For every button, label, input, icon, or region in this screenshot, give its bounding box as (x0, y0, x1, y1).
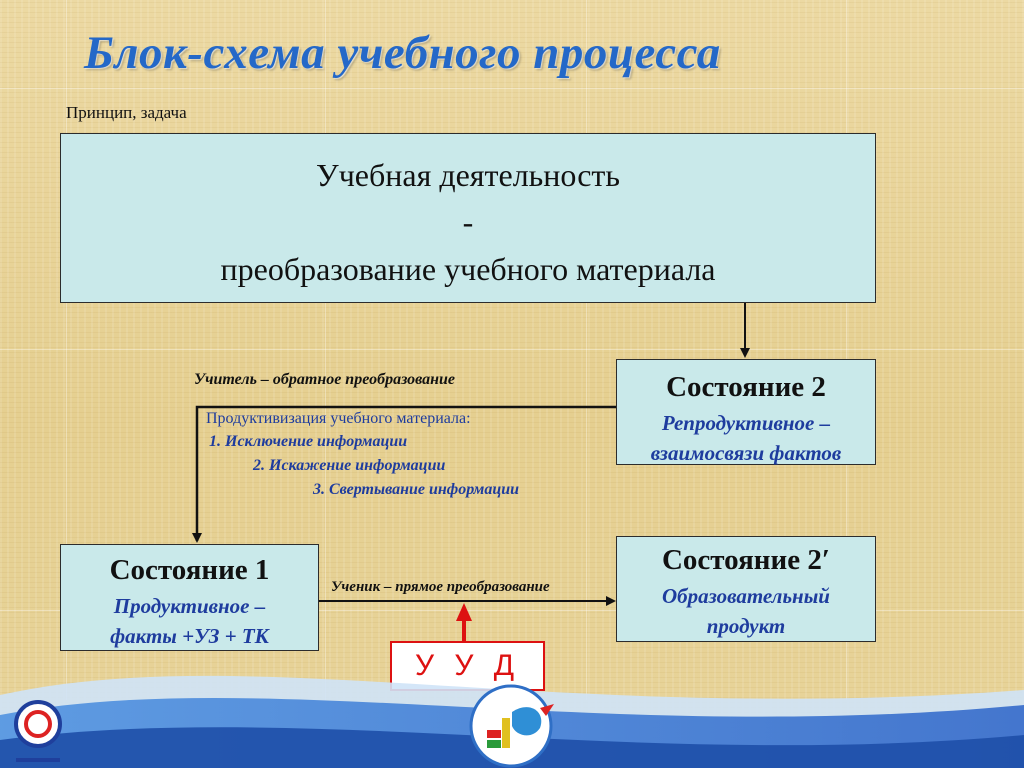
student-label: Ученик – прямое преобразование (331, 579, 550, 595)
uud-box: У У Д (390, 641, 545, 691)
state-2-title: Состояние 2 (666, 371, 826, 403)
state-2-line-2: взаимосвязи фактов (650, 441, 842, 465)
emblem-icon (471, 686, 554, 766)
state-2-prime-line-1: Образовательный (662, 584, 830, 608)
state-2-line-1: Репродуктивное – (661, 411, 831, 435)
teacher-label: Учитель – обратное преобразование (194, 371, 456, 388)
productivization-item: 2. Искажение информации (253, 457, 446, 474)
state-2-prime-title: Состояние 2′ (661, 544, 830, 576)
state-2-prime-line-2: продукт (706, 614, 786, 638)
productivization-item: 1. Исключение информации (209, 433, 408, 450)
main-box-line-3: преобразование учебного материала (220, 251, 716, 287)
productivization-title: Продуктивизация учебного материала: (206, 410, 471, 427)
state-1-line-1: Продуктивное – (113, 594, 266, 618)
page-title: Блок-схема учебного процесса (84, 27, 721, 79)
main-box-line-2: - (462, 204, 474, 240)
main-box-line-1: Учебная деятельность (316, 157, 620, 193)
principle-label: Принцип, задача (66, 103, 187, 122)
productivization-item: 3. Свертывание информации (313, 481, 520, 498)
arrow-state2-to-state1 (197, 407, 616, 541)
state-1-title: Состояние 1 (109, 554, 270, 586)
state-1-line-2: факты +УЗ + ТК (110, 624, 269, 648)
